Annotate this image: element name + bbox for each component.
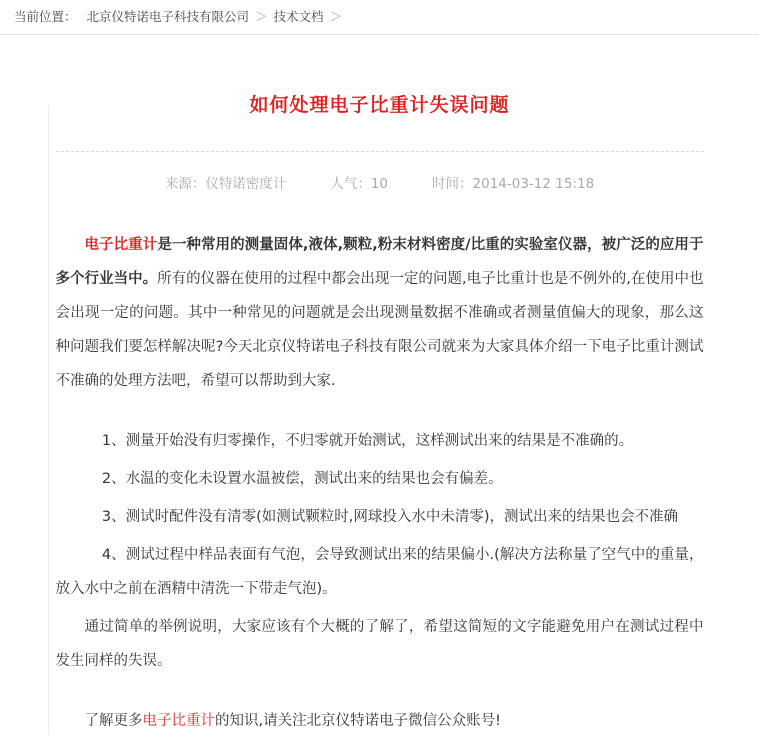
meta-source-value: 仪特诺密度计 <box>205 176 287 193</box>
breadcrumb-item-docs[interactable]: 技术文档 <box>273 9 324 24</box>
page-title: 如何处理电子比重计失误问题 <box>249 93 510 116</box>
meta-source <box>165 172 287 192</box>
list-item: 1、测量开始没有归零操作，不归零就开始测试，这样测试出来的结果是不准确的。 <box>101 433 634 450</box>
meta-time-label: 时间： <box>432 176 473 193</box>
keyword-product-lead: 电子比重计 <box>84 237 158 254</box>
spacer-1 <box>56 402 704 424</box>
meta-views <box>330 172 388 192</box>
breadcrumb-item-company[interactable]: 北京仪特诺电子科技有限公司 <box>86 9 250 24</box>
breadcrumb-label: 当前位置： <box>14 9 77 24</box>
article-body <box>30 202 730 738</box>
article <box>30 35 730 738</box>
paragraph-lead <box>56 228 704 398</box>
keyword-product-footer: 电子比重计 <box>142 713 215 730</box>
breadcrumb-separator-2: ＞ <box>329 9 343 24</box>
meta-views-label: 人气： <box>330 176 371 193</box>
footer-suffix: 的知识,请关注北京仪特诺电子微信公众账号! <box>215 713 501 730</box>
breadcrumb-separator-1: ＞ <box>255 9 268 24</box>
meta-source-label: 来源： <box>164 176 206 193</box>
left-rule-divider <box>48 105 49 735</box>
meta-time <box>432 172 594 192</box>
breadcrumb <box>0 0 759 35</box>
paragraph-footer <box>56 704 704 738</box>
list-item: 4、测试过程中样品表面有气泡，会导致测试出来的结果偏小.(解决方法称量了空气中的重量，放入水中之前在酒精中清洗一下带走气泡)。 <box>55 547 704 598</box>
list-item: 2、水温的变化未设置水温被偿，测试出来的结果也会有偏差。 <box>101 471 503 488</box>
paragraph-conclusion: 通过简单的举例说明，大家应该有个大概的了解了，希望这简短的文字能避免用户在测试过程中发生同样的失误。 <box>55 619 704 670</box>
spacer-2 <box>56 682 704 704</box>
article-meta <box>30 152 730 202</box>
footer-prefix: 了解更多 <box>84 713 143 730</box>
meta-time-value: 2014-03-12 15:18 <box>472 176 595 193</box>
meta-views-value: 10 <box>370 176 389 193</box>
lead-rest-text: 所有的仪器在使用的过程中都会出现一定的问题,电子比重计也是不例外的,在使用中也会出现一定的问题。其中一种常见的问题就是会出现测量数据不准确或者测量值偏大的现象，那么这种问题我们要怎样解决呢?今天北京仪特诺电子科技有限公司就来为大家具体介绍一下电子比重计测试不准确的处理方法吧，希望可以帮助到大家. <box>55 271 704 390</box>
lead-bold-text: 是一种常用的测量固体,液体,颗粒,粉末材料密度/比重的实验室仪器，被广泛的应用于多个行业当中。 <box>55 237 704 288</box>
list-item: 3、测试时配件没有清零(如测试颗粒时,网球投入水中未清零)，测试出来的结果也会不准确 <box>101 509 679 526</box>
